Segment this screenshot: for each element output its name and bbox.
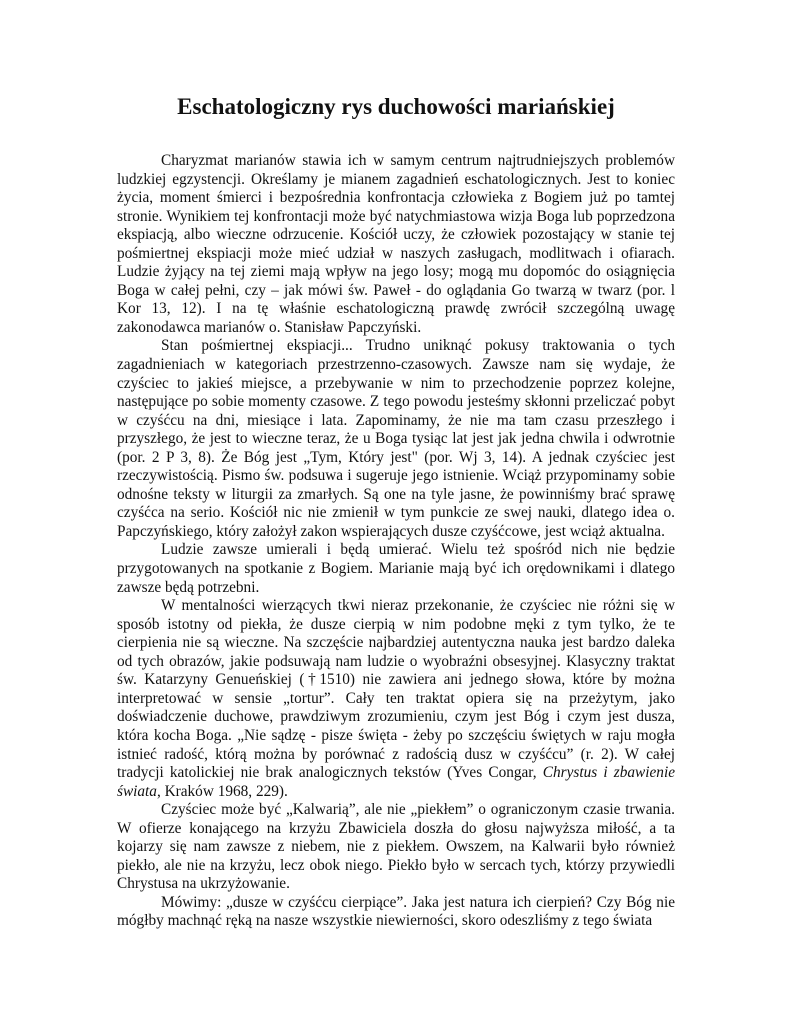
- document-page: [117, 0, 675, 931]
- paragraph-4-text: W mentalności wierzących tkwi nieraz przekonanie, że czyściec nie różni się w sposób istotny od piekła, że dusze cierpią w nim podobne męki z tym tylko, że te cierpienia nie są wieczne. Na szczęście najbardziej autentyczna nauka jest bardzo daleka od tych obrazów, jakie podsuwają nam ludzie o wyobraźni obsesyjnej. Klasyczny traktat św. Katarzyny Genueńskiej (†1510) nie zawiera ani jednego słowa, które by można interpretować w sensie „tortur”. Cały ten traktat opiera się na przeżytym, jako doświadczenie duchowe, prawdziwym zrozumieniu, czym jest Bóg i czym jest dusza, która kocha Boga. „Nie sądzę - pisze święta - żeby po szczęściu świętych w raju mogła istnieć radość, którą można by porównać z radością dusz w czyśćcu” (r. 2). W całej tradycji katolickiej nie brak analogicznych tekstów (Yves Congar,: [117, 597, 675, 782]
- paragraph-5: Czyściec może być „Kalwarią”, ale nie „piekłem” o ograniczonym czasie trwania. W ofierze konającego na krzyżu Zbawiciela doszła do głosu najwyższa miłość, a ta kojarzy się nam zawsze z niebem, nie z piekłem. Owszem, na Kalwarii było również piekło, ale nie na krzyżu, lecz obok niego. Piekło było w sercach tych, którzy przywiedli Chrystusa na ukrzyżowanie.: [117, 801, 675, 893]
- paragraph-4: [117, 597, 675, 801]
- book-title-italic: Chrystus i zbawienie świata: [117, 764, 675, 800]
- paragraph-3: Ludzie zawsze umierali i będą umierać. Wielu też spośród nich nie będzie przygotowanych na spotkanie z Bogiem. Marianie mają być ich orędownikami i dlatego zawsze będą potrzebni.: [117, 541, 675, 596]
- document-title: Eschatologiczny rys duchowości mariańskiej: [177, 94, 615, 119]
- document-body: [117, 152, 675, 931]
- paragraph-4-citation: , Kraków 1968, 229).: [156, 782, 288, 800]
- paragraph-2: Stan pośmiertnej ekspiacji... Trudno uniknąć pokusy traktowania o tych zagadnieniach w kategoriach przestrzenno-czasowych. Zawsze nam się wydaje, że czyściec to jakieś miejsce, a przebywanie w nim to przechodzenie poprzez kolejne, następujące po sobie momenty czasowe. Z tego powodu jesteśmy skłonni przeliczać pobyt w czyśćcu na dni, miesiące i lata. Zapominamy, że nie ma tam czasu przeszłego i przyszłego, że jest to wieczne teraz, że u Boga tysiąc lat jest jak jedna chwila i odwrotnie (por. 2 P 3, 8). Że Bóg jest „Tym, Który jest" (por. Wj 3, 14). A jednak czyściec jest rzeczywistością. Pismo św. podsuwa i sugeruje jego istnienie. Wciąż przypominamy sobie odnośne teksty w liturgii za zmarłych. Są one na tyle jasne, że powinniśmy brać sprawę czyśćca na serio. Kościół nic nie zmienił w tym punkcie ze swej nauki, dlatego idea o. Papczyńskiego, który założył zakon wspierających dusze czyśćcowe, jest wciąż aktualna.: [117, 337, 675, 540]
- paragraph-1: Charyzmat marianów stawia ich w samym centrum najtrudniejszych problemów ludzkiej egzystencji. Określamy je mianem zagadnień eschatologicznych. Jest to koniec życia, moment śmierci i bezpośrednia konfrontacja człowieka z Bogiem już po tamtej stronie. Wynikiem tej konfrontacji może być natychmiastowa wizja Boga lub poprzedzona ekspiacją, albo wieczne odrzucenie. Kościół uczy, że człowiek pozostający w stanie tej pośmiertnej ekspiacji może mieć udział w naszych zasługach, modlitwach i ofiarach. Ludzie żyjący na tej ziemi mają wpływ na jego losy; mogą mu dopomóc do osiągnięcia Boga w całej pełni, czy – jak mówi św. Paweł - do oglądania Go twarzą w twarz (por. l Kor 13, 12). I na tę właśnie eschatologiczną prawdę zwrócił szczególną uwagę zakonodawca marianów o. Stanisław Papczyński.: [117, 152, 675, 336]
- paragraph-6: Mówimy: „dusze w czyśćcu cierpiące”. Jaka jest natura ich cierpień? Czy Bóg nie mógłby machnąć ręką na nasze wszystkie niewierności, skoro odeszliśmy z tego świata: [117, 893, 675, 930]
